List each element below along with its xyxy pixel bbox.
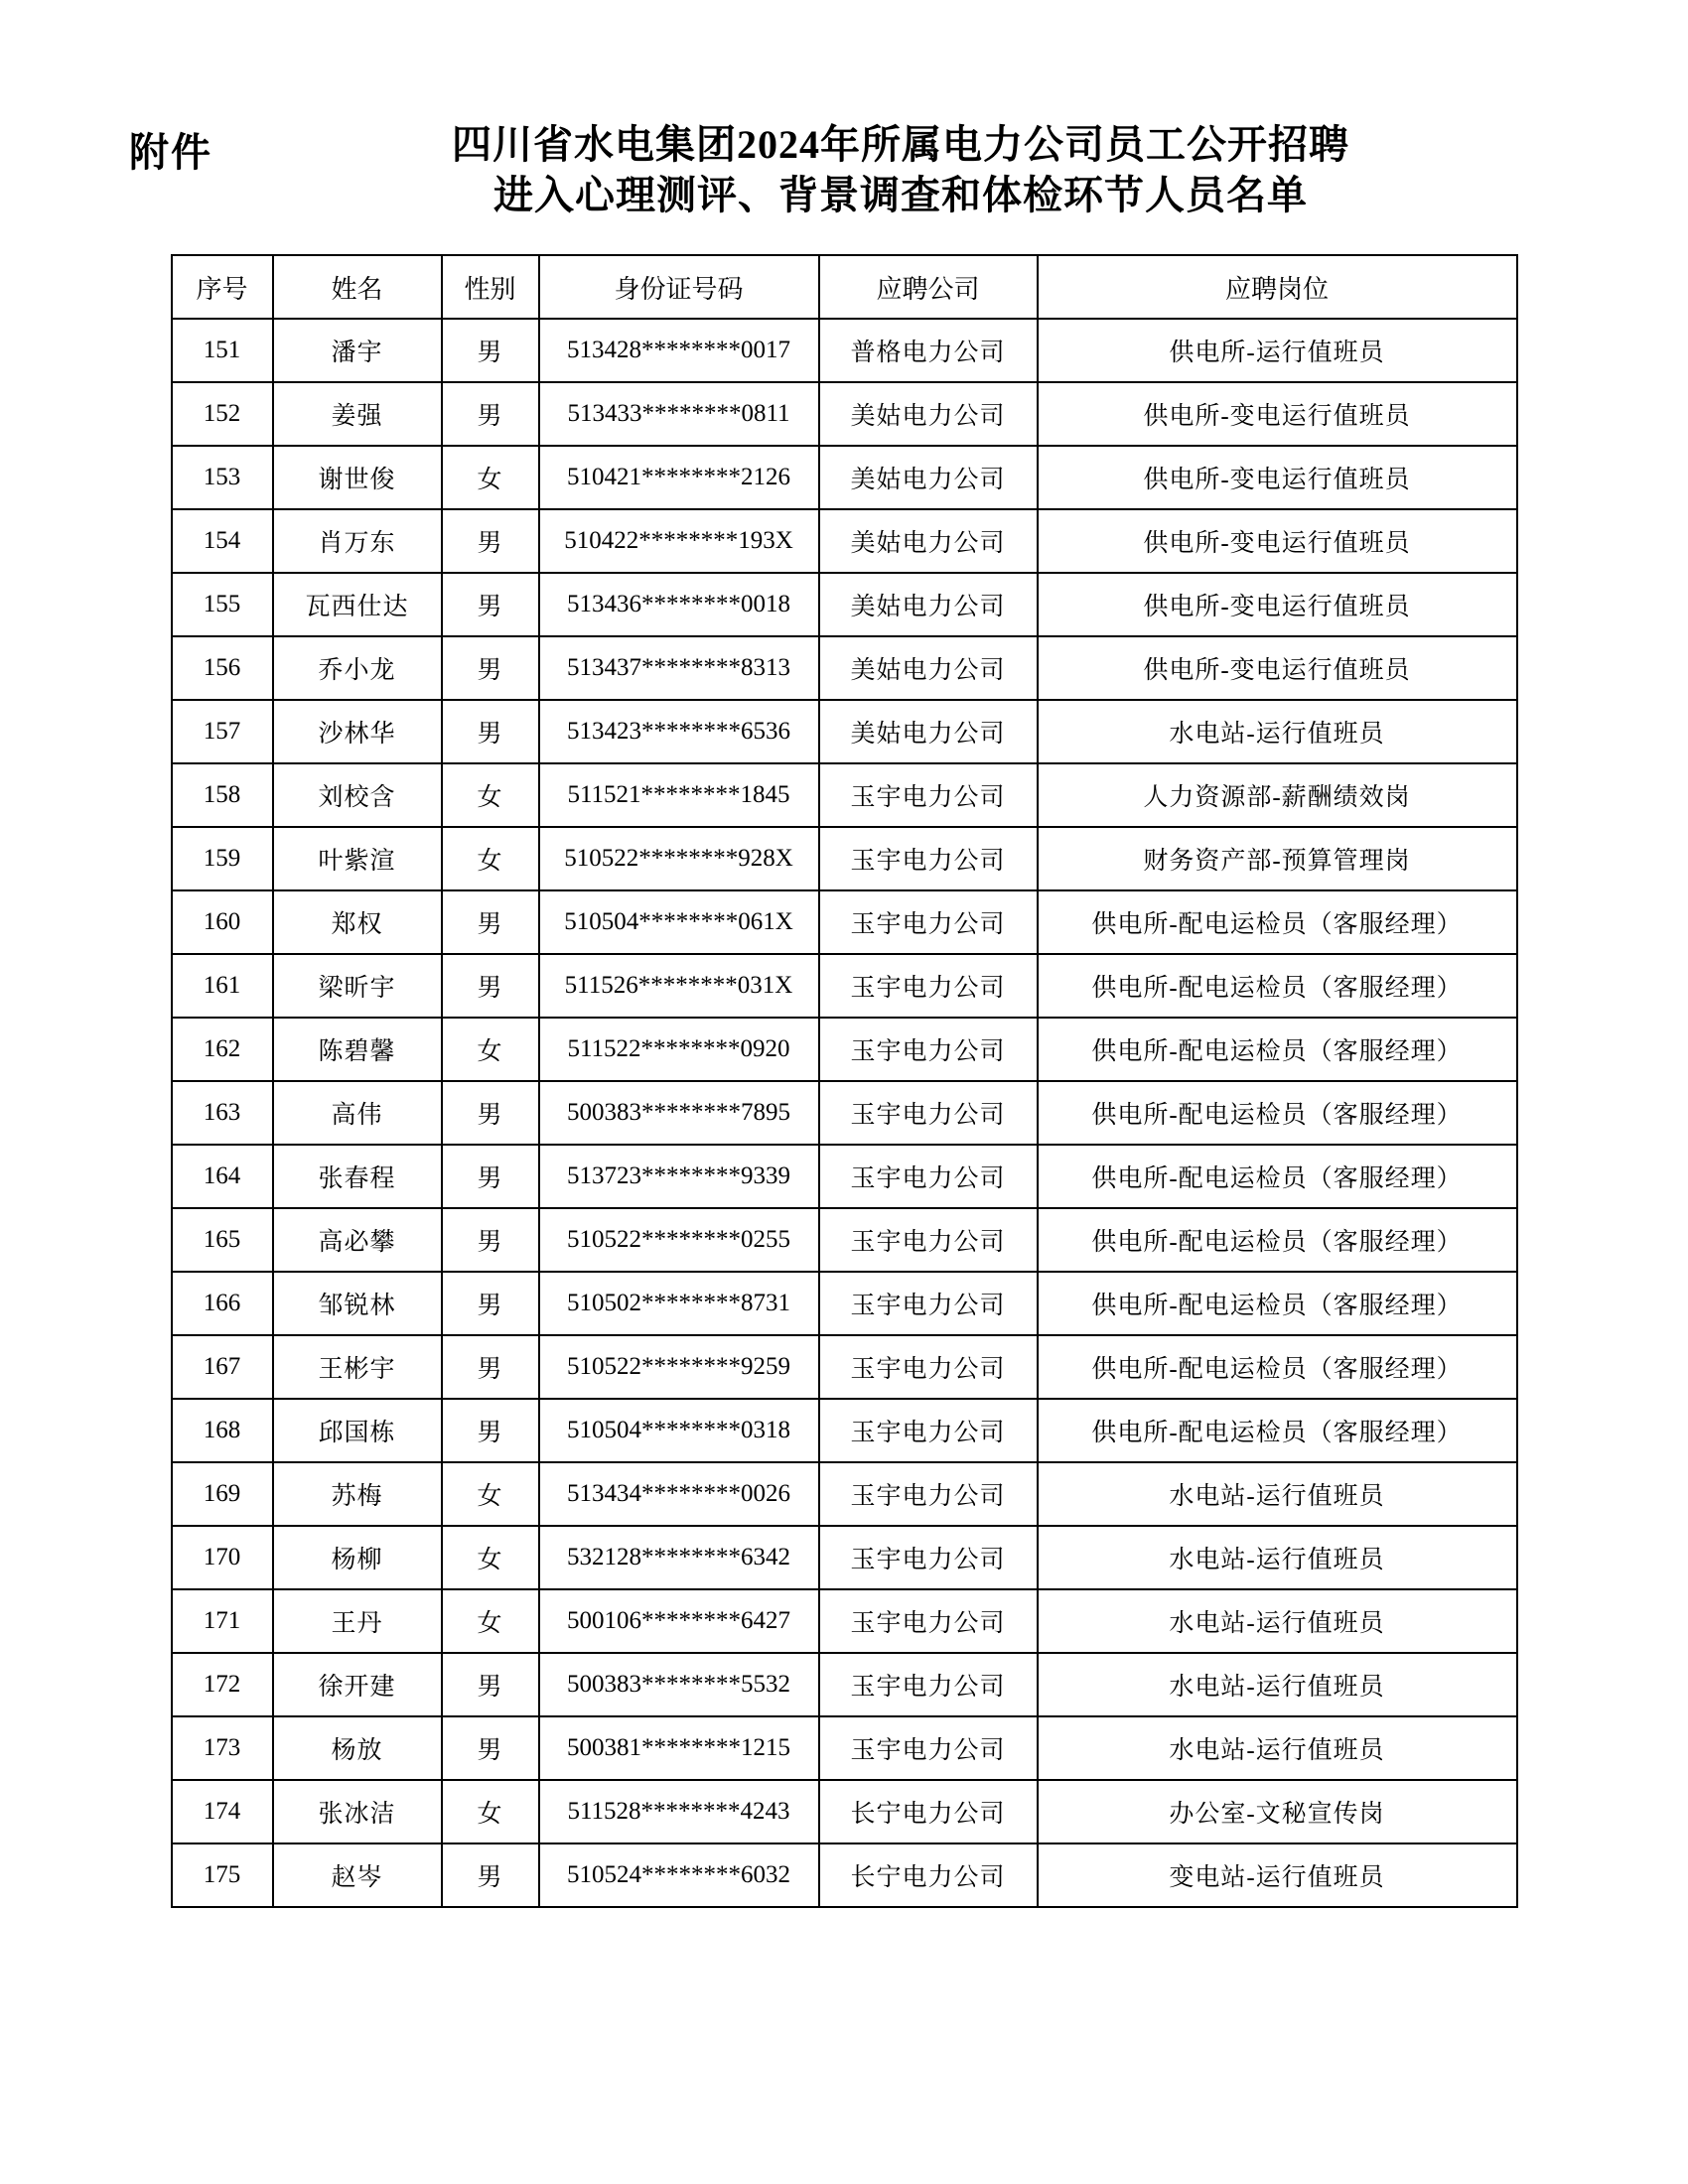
cell-index: 152	[172, 382, 273, 446]
cell-index: 160	[172, 890, 273, 954]
table-row	[172, 446, 1517, 509]
cell-company: 玉宇电力公司	[819, 1589, 1038, 1653]
cell-name: 陈碧馨	[273, 1018, 442, 1081]
column-header-id: 身份证号码	[539, 255, 819, 319]
cell-post: 水电站-运行值班员	[1038, 1462, 1517, 1526]
cell-post: 供电所-配电运检员（客服经理）	[1038, 1399, 1517, 1462]
table-row	[172, 1081, 1517, 1145]
cell-index: 172	[172, 1653, 273, 1716]
cell-company: 玉宇电力公司	[819, 1208, 1038, 1272]
cell-post: 供电所-配电运检员（客服经理）	[1038, 1081, 1517, 1145]
cell-name: 沙林华	[273, 700, 442, 763]
column-header-index: 序号	[172, 255, 273, 319]
cell-name: 王彬宇	[273, 1335, 442, 1399]
cell-post: 变电站-运行值班员	[1038, 1843, 1517, 1907]
cell-company: 玉宇电力公司	[819, 763, 1038, 827]
cell-company: 玉宇电力公司	[819, 1462, 1038, 1526]
table-body	[172, 319, 1517, 1907]
cell-post: 供电所-配电运检员（客服经理）	[1038, 1272, 1517, 1335]
cell-id-number: 500381********1215	[539, 1716, 819, 1780]
cell-id-number: 532128********6342	[539, 1526, 819, 1589]
cell-name: 苏梅	[273, 1462, 442, 1526]
cell-gender: 女	[442, 1018, 539, 1081]
cell-company: 长宁电力公司	[819, 1780, 1038, 1843]
cell-gender: 男	[442, 573, 539, 636]
cell-id-number: 511528********4243	[539, 1780, 819, 1843]
cell-id-number: 510522********0255	[539, 1208, 819, 1272]
cell-gender: 男	[442, 1843, 539, 1907]
cell-name: 杨放	[273, 1716, 442, 1780]
cell-post: 供电所-变电运行值班员	[1038, 509, 1517, 573]
cell-name: 肖万东	[273, 509, 442, 573]
cell-name: 杨柳	[273, 1526, 442, 1589]
cell-post: 供电所-配电运检员（客服经理）	[1038, 954, 1517, 1018]
cell-id-number: 511522********0920	[539, 1018, 819, 1081]
table-row	[172, 1335, 1517, 1399]
cell-company: 美姑电力公司	[819, 382, 1038, 446]
table-row	[172, 636, 1517, 700]
cell-gender: 男	[442, 890, 539, 954]
cell-index: 165	[172, 1208, 273, 1272]
cell-id-number: 500106********6427	[539, 1589, 819, 1653]
cell-company: 美姑电力公司	[819, 573, 1038, 636]
cell-gender: 男	[442, 1335, 539, 1399]
cell-name: 张冰洁	[273, 1780, 442, 1843]
cell-gender: 女	[442, 446, 539, 509]
table-row	[172, 1208, 1517, 1272]
column-header-name: 姓名	[273, 255, 442, 319]
cell-post: 财务资产部-预算管理岗	[1038, 827, 1517, 890]
cell-gender: 男	[442, 1272, 539, 1335]
table-row	[172, 1653, 1517, 1716]
table-row	[172, 1272, 1517, 1335]
cell-post: 水电站-运行值班员	[1038, 1526, 1517, 1589]
cell-id-number: 513433********0811	[539, 382, 819, 446]
cell-company: 玉宇电力公司	[819, 1081, 1038, 1145]
table-row	[172, 954, 1517, 1018]
cell-company: 玉宇电力公司	[819, 1272, 1038, 1335]
table-row	[172, 573, 1517, 636]
cell-id-number: 510522********928X	[539, 827, 819, 890]
cell-post: 供电所-变电运行值班员	[1038, 636, 1517, 700]
column-header-post: 应聘岗位	[1038, 255, 1517, 319]
cell-gender: 女	[442, 827, 539, 890]
cell-index: 174	[172, 1780, 273, 1843]
cell-post: 供电所-配电运检员（客服经理）	[1038, 1208, 1517, 1272]
cell-company: 玉宇电力公司	[819, 1018, 1038, 1081]
cell-name: 乔小龙	[273, 636, 442, 700]
table-row	[172, 1716, 1517, 1780]
cell-company: 玉宇电力公司	[819, 1399, 1038, 1462]
table-row	[172, 1462, 1517, 1526]
cell-company: 玉宇电力公司	[819, 1653, 1038, 1716]
table-row	[172, 1018, 1517, 1081]
cell-index: 154	[172, 509, 273, 573]
cell-name: 姜强	[273, 382, 442, 446]
cell-id-number: 510522********9259	[539, 1335, 819, 1399]
cell-index: 175	[172, 1843, 273, 1907]
cell-index: 171	[172, 1589, 273, 1653]
cell-index: 162	[172, 1018, 273, 1081]
cell-id-number: 500383********5532	[539, 1653, 819, 1716]
cell-name: 叶紫渲	[273, 827, 442, 890]
cell-id-number: 510421********2126	[539, 446, 819, 509]
table-header-row	[172, 255, 1517, 319]
table-row	[172, 382, 1517, 446]
cell-post: 水电站-运行值班员	[1038, 1716, 1517, 1780]
cell-gender: 男	[442, 1208, 539, 1272]
cell-id-number: 510502********8731	[539, 1272, 819, 1335]
cell-id-number: 510504********061X	[539, 890, 819, 954]
cell-id-number: 513434********0026	[539, 1462, 819, 1526]
cell-id-number: 500383********7895	[539, 1081, 819, 1145]
cell-name: 邱国栋	[273, 1399, 442, 1462]
cell-index: 161	[172, 954, 273, 1018]
cell-company: 玉宇电力公司	[819, 1145, 1038, 1208]
attachment-label: 附件	[129, 130, 212, 175]
cell-name: 谢世俊	[273, 446, 442, 509]
table-row	[172, 1843, 1517, 1907]
cell-gender: 女	[442, 763, 539, 827]
table-row	[172, 890, 1517, 954]
table-row	[172, 1526, 1517, 1589]
cell-name: 高伟	[273, 1081, 442, 1145]
cell-gender: 男	[442, 954, 539, 1018]
cell-id-number: 513423********6536	[539, 700, 819, 763]
column-header-company: 应聘公司	[819, 255, 1038, 319]
cell-name: 王丹	[273, 1589, 442, 1653]
cell-gender: 女	[442, 1589, 539, 1653]
cell-name: 刘校含	[273, 763, 442, 827]
cell-company: 玉宇电力公司	[819, 1335, 1038, 1399]
cell-id-number: 513437********8313	[539, 636, 819, 700]
cell-post: 供电所-变电运行值班员	[1038, 573, 1517, 636]
cell-index: 153	[172, 446, 273, 509]
cell-gender: 男	[442, 636, 539, 700]
cell-company: 美姑电力公司	[819, 446, 1038, 509]
cell-index: 151	[172, 319, 273, 382]
cell-id-number: 510504********0318	[539, 1399, 819, 1462]
cell-gender: 男	[442, 382, 539, 446]
cell-gender: 男	[442, 1145, 539, 1208]
cell-name: 潘宇	[273, 319, 442, 382]
table-row	[172, 1145, 1517, 1208]
cell-id-number: 511526********031X	[539, 954, 819, 1018]
cell-company: 美姑电力公司	[819, 509, 1038, 573]
cell-company: 美姑电力公司	[819, 636, 1038, 700]
cell-gender: 男	[442, 1081, 539, 1145]
cell-index: 170	[172, 1526, 273, 1589]
cell-gender: 男	[442, 1716, 539, 1780]
cell-name: 徐开建	[273, 1653, 442, 1716]
cell-gender: 女	[442, 1462, 539, 1526]
table-row	[172, 700, 1517, 763]
table-row	[172, 1780, 1517, 1843]
cell-post: 水电站-运行值班员	[1038, 1653, 1517, 1716]
cell-name: 赵岑	[273, 1843, 442, 1907]
cell-gender: 男	[442, 700, 539, 763]
cell-index: 157	[172, 700, 273, 763]
document-header	[129, 119, 1559, 220]
cell-company: 玉宇电力公司	[819, 1716, 1038, 1780]
cell-gender: 男	[442, 1653, 539, 1716]
table-row	[172, 1589, 1517, 1653]
cell-index: 168	[172, 1399, 273, 1462]
cell-index: 167	[172, 1335, 273, 1399]
cell-gender: 女	[442, 1780, 539, 1843]
title-line-1: 四川省水电集团2024年所属电力公司员工公开招聘	[452, 122, 1349, 167]
cell-gender: 男	[442, 509, 539, 573]
cell-company: 普格电力公司	[819, 319, 1038, 382]
cell-company: 玉宇电力公司	[819, 954, 1038, 1018]
table-row	[172, 763, 1517, 827]
cell-post: 供电所-变电运行值班员	[1038, 446, 1517, 509]
cell-name: 瓦西仕达	[273, 573, 442, 636]
cell-name: 梁昕宇	[273, 954, 442, 1018]
cell-index: 156	[172, 636, 273, 700]
cell-post: 供电所-配电运检员（客服经理）	[1038, 1145, 1517, 1208]
cell-post: 供电所-运行值班员	[1038, 319, 1517, 382]
cell-name: 高必攀	[273, 1208, 442, 1272]
cell-post: 供电所-变电运行值班员	[1038, 382, 1517, 446]
table-row	[172, 509, 1517, 573]
table-row	[172, 827, 1517, 890]
cell-id-number: 513428********0017	[539, 319, 819, 382]
cell-gender: 男	[442, 1399, 539, 1462]
cell-name: 张春程	[273, 1145, 442, 1208]
cell-id-number: 510524********6032	[539, 1843, 819, 1907]
cell-index: 159	[172, 827, 273, 890]
cell-id-number: 513723********9339	[539, 1145, 819, 1208]
cell-gender: 女	[442, 1526, 539, 1589]
cell-index: 163	[172, 1081, 273, 1145]
cell-id-number: 513436********0018	[539, 573, 819, 636]
cell-post: 供电所-配电运检员（客服经理）	[1038, 1018, 1517, 1081]
cell-index: 164	[172, 1145, 273, 1208]
cell-name: 郑权	[273, 890, 442, 954]
cell-post: 水电站-运行值班员	[1038, 700, 1517, 763]
cell-gender: 男	[442, 319, 539, 382]
cell-company: 玉宇电力公司	[819, 890, 1038, 954]
cell-company: 长宁电力公司	[819, 1843, 1038, 1907]
page-title	[282, 119, 1519, 220]
table-row	[172, 1399, 1517, 1462]
cell-post: 人力资源部-薪酬绩效岗	[1038, 763, 1517, 827]
cell-post: 办公室-文秘宣传岗	[1038, 1780, 1517, 1843]
table-row	[172, 319, 1517, 382]
cell-index: 166	[172, 1272, 273, 1335]
cell-index: 169	[172, 1462, 273, 1526]
cell-post: 水电站-运行值班员	[1038, 1589, 1517, 1653]
cell-company: 美姑电力公司	[819, 700, 1038, 763]
cell-post: 供电所-配电运检员（客服经理）	[1038, 1335, 1517, 1399]
cell-name: 邹锐林	[273, 1272, 442, 1335]
cell-company: 玉宇电力公司	[819, 827, 1038, 890]
roster-table	[171, 254, 1518, 1908]
title-line-2: 进入心理测评、背景调查和体检环节人员名单	[493, 173, 1308, 218]
cell-post: 供电所-配电运检员（客服经理）	[1038, 890, 1517, 954]
cell-id-number: 510422********193X	[539, 509, 819, 573]
cell-index: 173	[172, 1716, 273, 1780]
cell-company: 玉宇电力公司	[819, 1526, 1038, 1589]
cell-index: 158	[172, 763, 273, 827]
column-header-gender: 性别	[442, 255, 539, 319]
cell-id-number: 511521********1845	[539, 763, 819, 827]
cell-index: 155	[172, 573, 273, 636]
